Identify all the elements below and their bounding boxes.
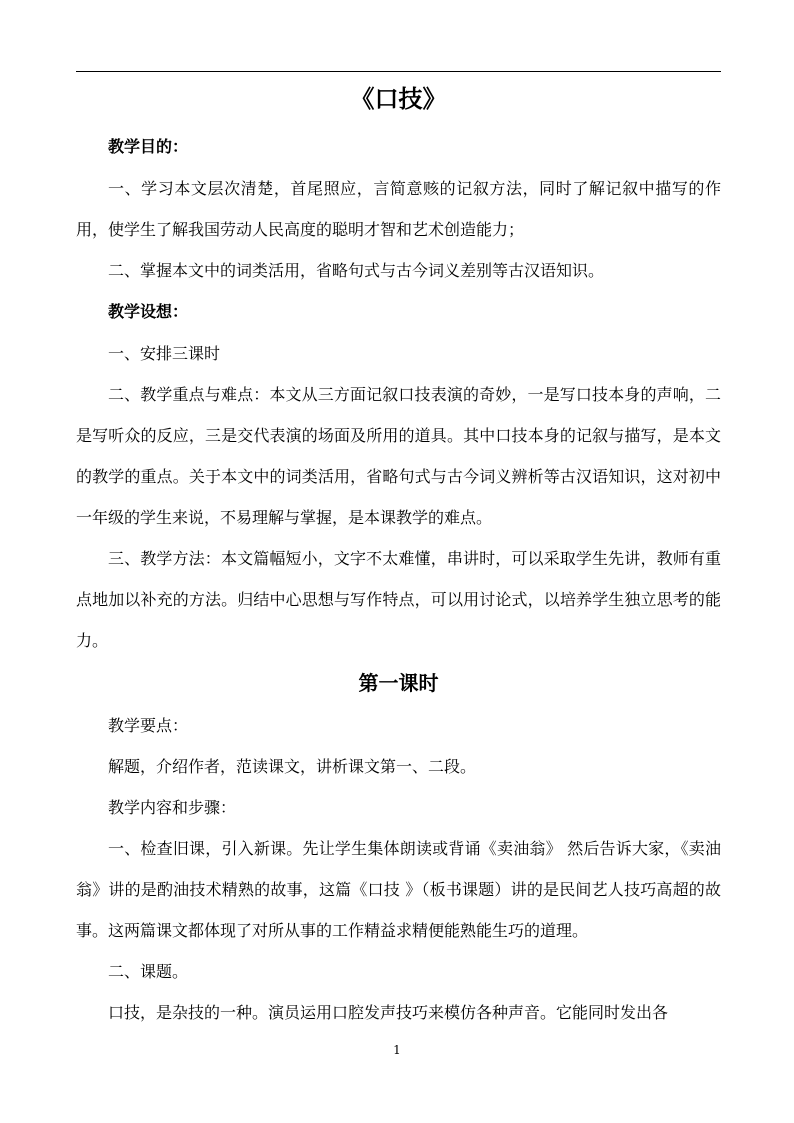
step-paragraph-1: 一、检查旧课，引入新课。先让学生集体朗读或背诵《卖油翁》 然后告诉大家，《卖油翁》讲的是酌油技术精熟的故事，这篇《口技 》（板书课题）讲的是民间艺人技巧高超的故事。这两篇课文都体现了对所从事的工作精益求精便能熟能生巧的道理。 xyxy=(76,839,721,940)
document-title: 《口技》 xyxy=(350,84,447,113)
lesson-one-heading: 第一课时 xyxy=(358,671,439,695)
design-heading: 教学设想： xyxy=(108,302,189,321)
points-text: 解题，介绍作者，范读课文，讲析课文第一、二段。 xyxy=(108,757,477,776)
steps-label: 教学内容和步骤： xyxy=(108,798,237,817)
page-number: 1 xyxy=(393,1043,401,1057)
header-rule xyxy=(76,71,721,72)
design-paragraph-2: 二、教学重点与难点：本文从三方面记叙口技表演的奇妙，一是写口技本身的声响，二是写听众的反应，三是交代表演的场面及所用的道具。其中口技本身的记叙与描写，是本文的教学的重点。关于本文中的词类活用，省略句式与古今词义辨析等古汉语知识，这对初中一年级的学生来说，不易理解与掌握，是本课教学的难点。 xyxy=(76,385,721,527)
step-paragraph-2-text: 口技，是杂技的一种。演员运用口腔发声技巧来模仿各种声音。它能同时发出各 xyxy=(108,1003,669,1022)
design-paragraph-3: 三、教学方法：本文篇幅短小，文字不太难懂，串讲时，可以采取学生先讲，教师有重点地加以补充的方法。归结中心思想与写作特点，可以用讨论式，以培养学生独立思考的能力。 xyxy=(76,549,721,650)
goal-heading: 教学目的： xyxy=(108,137,189,156)
design-paragraph-1: 一、安排三课时 xyxy=(108,344,221,363)
step-paragraph-2: 二、课题。 xyxy=(108,962,189,981)
points-label: 教学要点： xyxy=(108,716,189,735)
goal-paragraph-1: 一、学习本文层次清楚，首尾照应，言简意赅的记叙方法，同时了解记叙中描写的作用，使学生了解我国劳动人民高度的聪明才智和艺术创造能力； xyxy=(76,179,721,239)
goal-paragraph-2: 二、掌握本文中的词类活用，省略句式与古今词义差别等古汉语知识。 xyxy=(108,261,605,280)
document-page xyxy=(76,78,721,1033)
